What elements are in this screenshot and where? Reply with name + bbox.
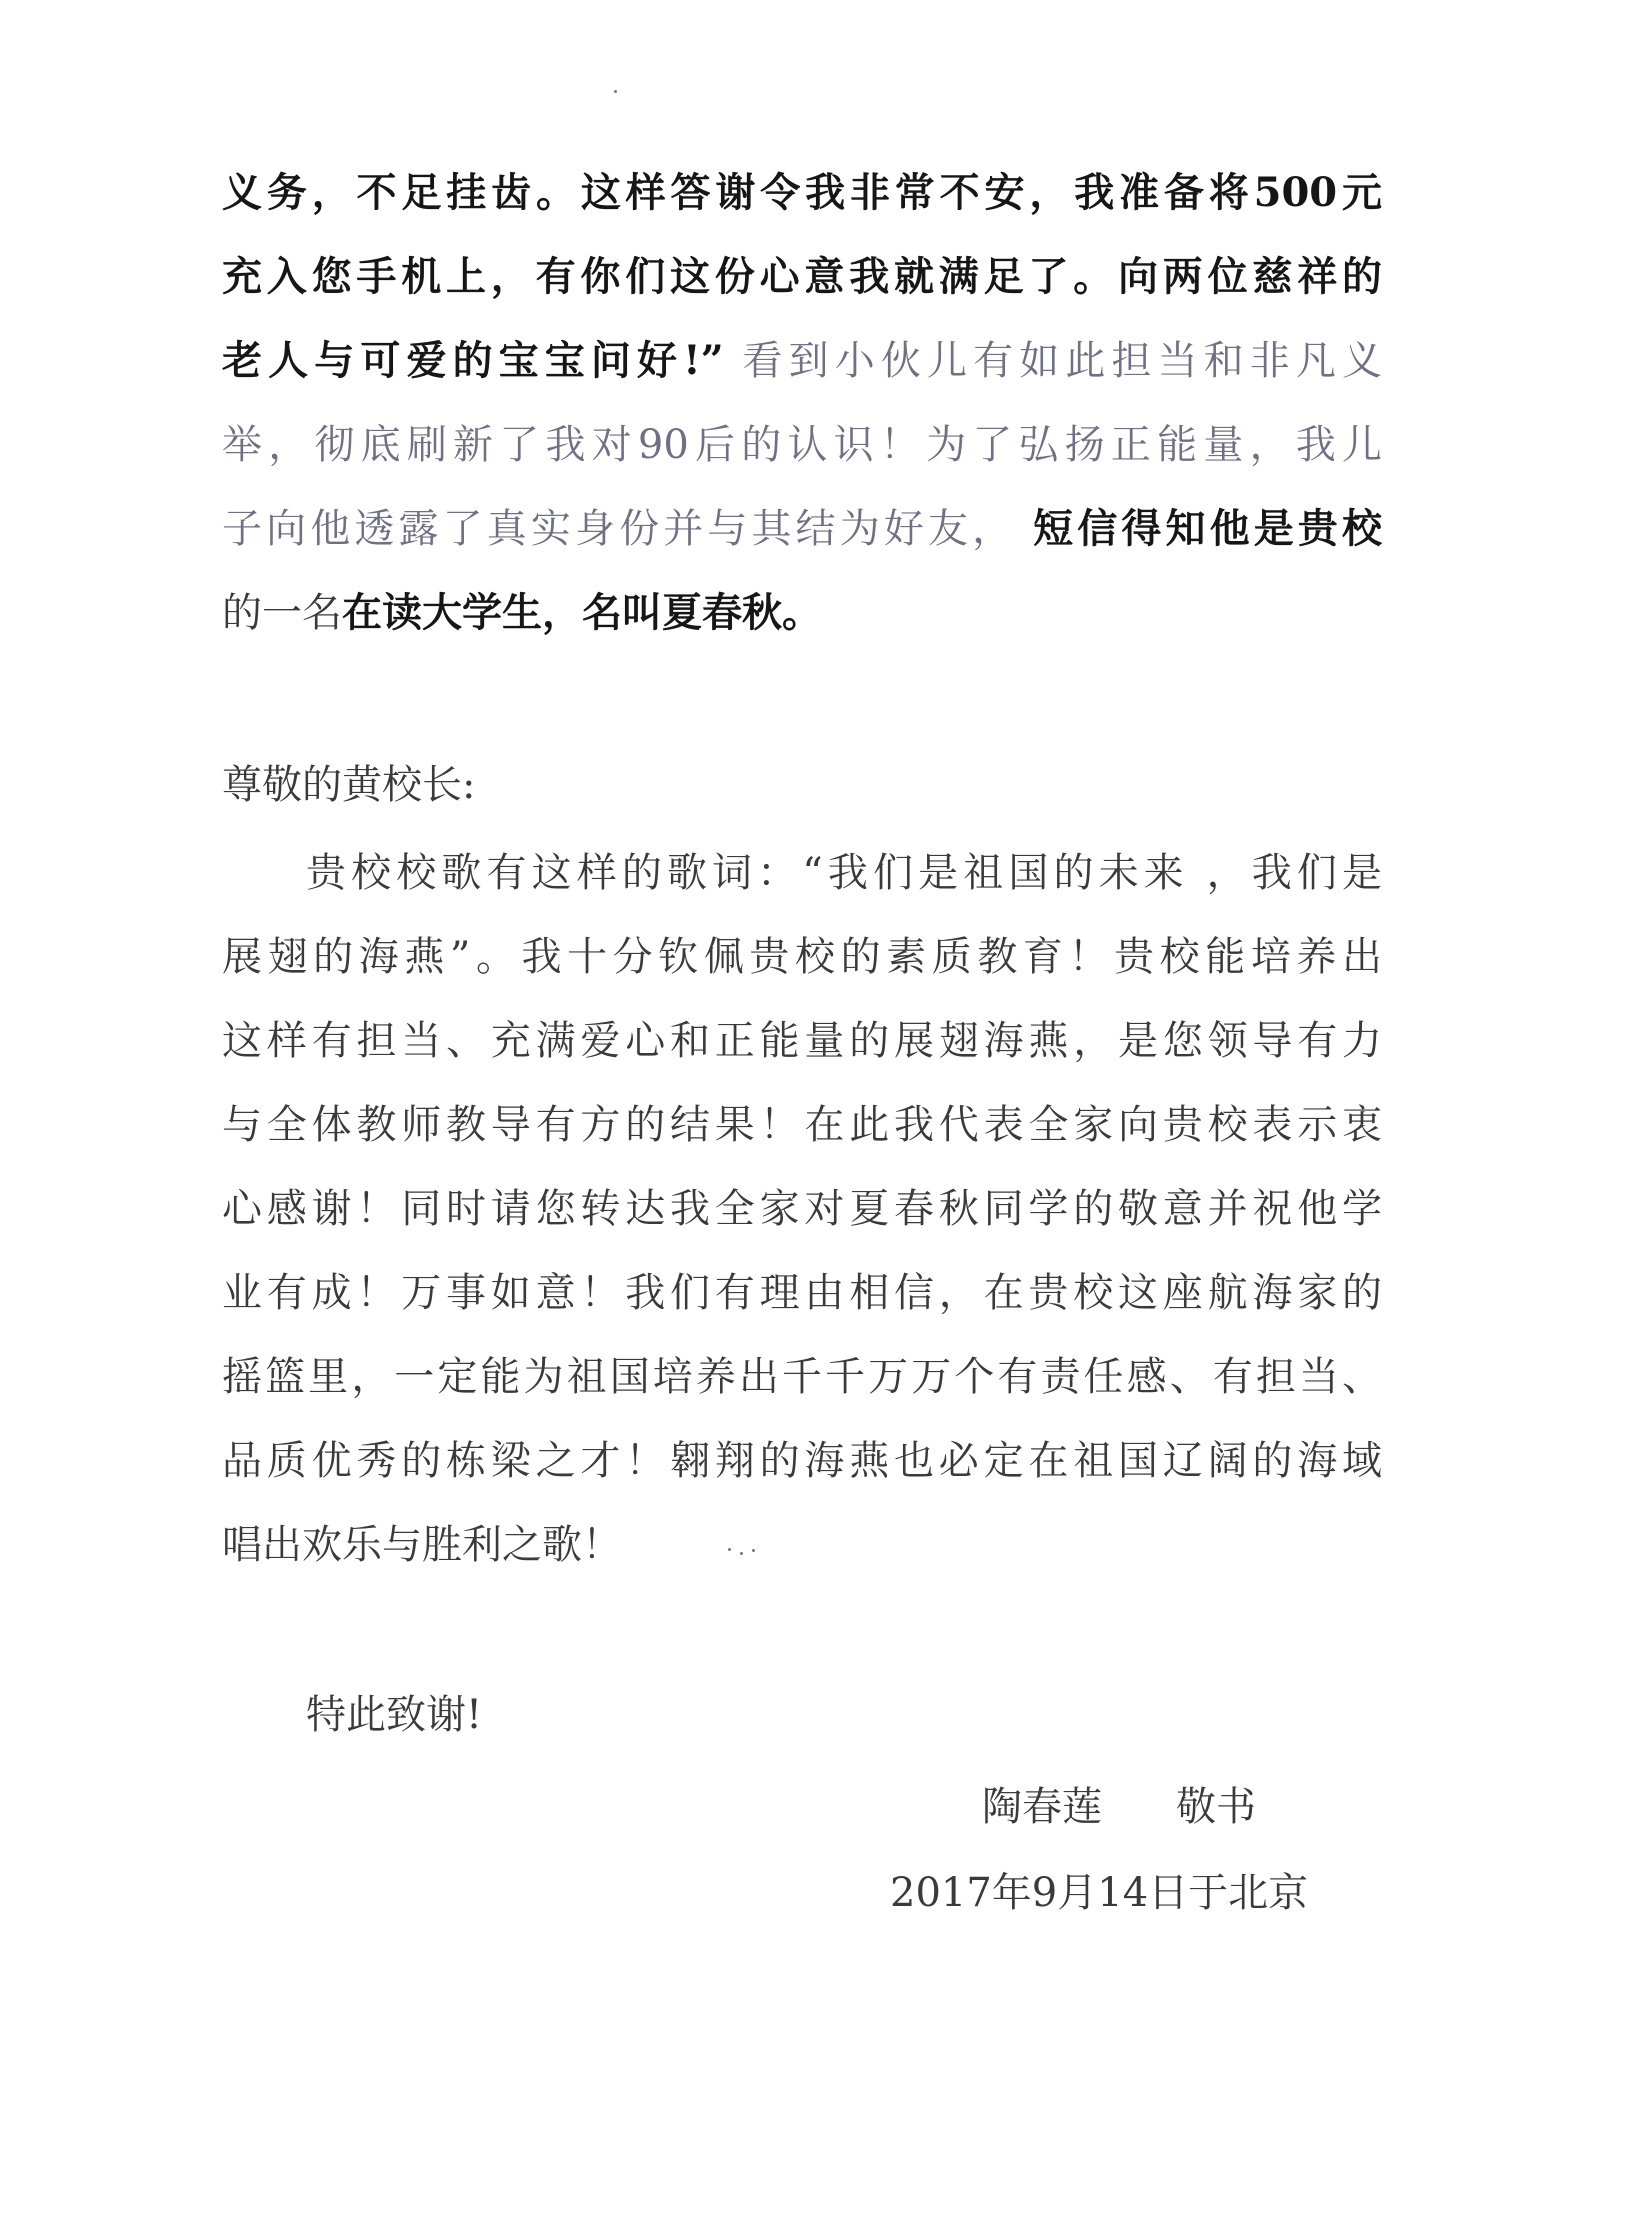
letter-text: 充入您手机上，有你们这份心意我就满足了。向两位慈祥的 xyxy=(222,253,1382,300)
salutation: 尊敬的黄校长: xyxy=(222,762,476,808)
body-line: 品质优秀的栋梁之才！翱翔的海燕也必定在祖国辽阔的海域 xyxy=(222,1438,1382,1484)
closing: 特此致谢! xyxy=(306,1692,483,1738)
letter-line xyxy=(222,420,1382,470)
letter-text: 在读大学生，名叫夏春秋。 xyxy=(342,589,822,636)
scan-speck xyxy=(728,1548,731,1551)
letter-text: 的一名 xyxy=(222,590,342,636)
letter-text: 短信得知他是贵校 xyxy=(1033,505,1383,552)
letter-text: 举，彻底刷新了我对90后的认识！为了弘扬正能量，我儿 xyxy=(222,422,1382,468)
letter-text: 看到小伙儿有如此担当和非凡义 xyxy=(742,338,1382,384)
letter-line xyxy=(222,252,1382,302)
letter-line xyxy=(222,504,1382,554)
body-line: 与全体教师教导有方的结果！在此我代表全家向贵校表示衷 xyxy=(222,1102,1382,1148)
body-line: 展翅的海燕”。我十分钦佩贵校的素质教育！贵校能培养出 xyxy=(222,934,1382,980)
scan-speck xyxy=(614,90,617,93)
letter-text: 子向他透露了真实身份并与其结为好友， xyxy=(222,506,1017,552)
signature-word: 敬书 xyxy=(1176,1784,1256,1830)
body-line: 唱出欢乐与胜利之歌！ xyxy=(222,1522,622,1568)
scan-speck xyxy=(752,1549,755,1552)
signature-name: 陶春莲 xyxy=(982,1784,1102,1830)
body-line: 业有成！万事如意！我们有理由相信，在贵校这座航海家的 xyxy=(222,1270,1382,1316)
letter-line xyxy=(222,588,1382,638)
letter-line xyxy=(222,168,1382,218)
body-line: 这样有担当、充满爱心和正能量的展翅海燕，是您领导有力 xyxy=(222,1018,1382,1064)
body-line: 贵校校歌有这样的歌词：“我们是祖国的未来 ，我们是 xyxy=(306,850,1382,896)
letter-text: 老人与可爱的宝宝问好!” xyxy=(222,337,724,384)
date: 2017年9月14日于北京 xyxy=(890,1870,1309,1916)
letter-line xyxy=(222,336,1382,386)
scan-speck xyxy=(740,1552,743,1555)
letter-text: 义务，不足挂齿。这样答谢令我非常不安，我准备将500元 xyxy=(222,169,1382,216)
body-line: 心感谢！同时请您转达我全家对夏春秋同学的敬意并祝他学 xyxy=(222,1186,1382,1232)
body-line: 摇篮里，一定能为祖国培养出千千万万个有责任感、有担当、 xyxy=(222,1354,1382,1400)
